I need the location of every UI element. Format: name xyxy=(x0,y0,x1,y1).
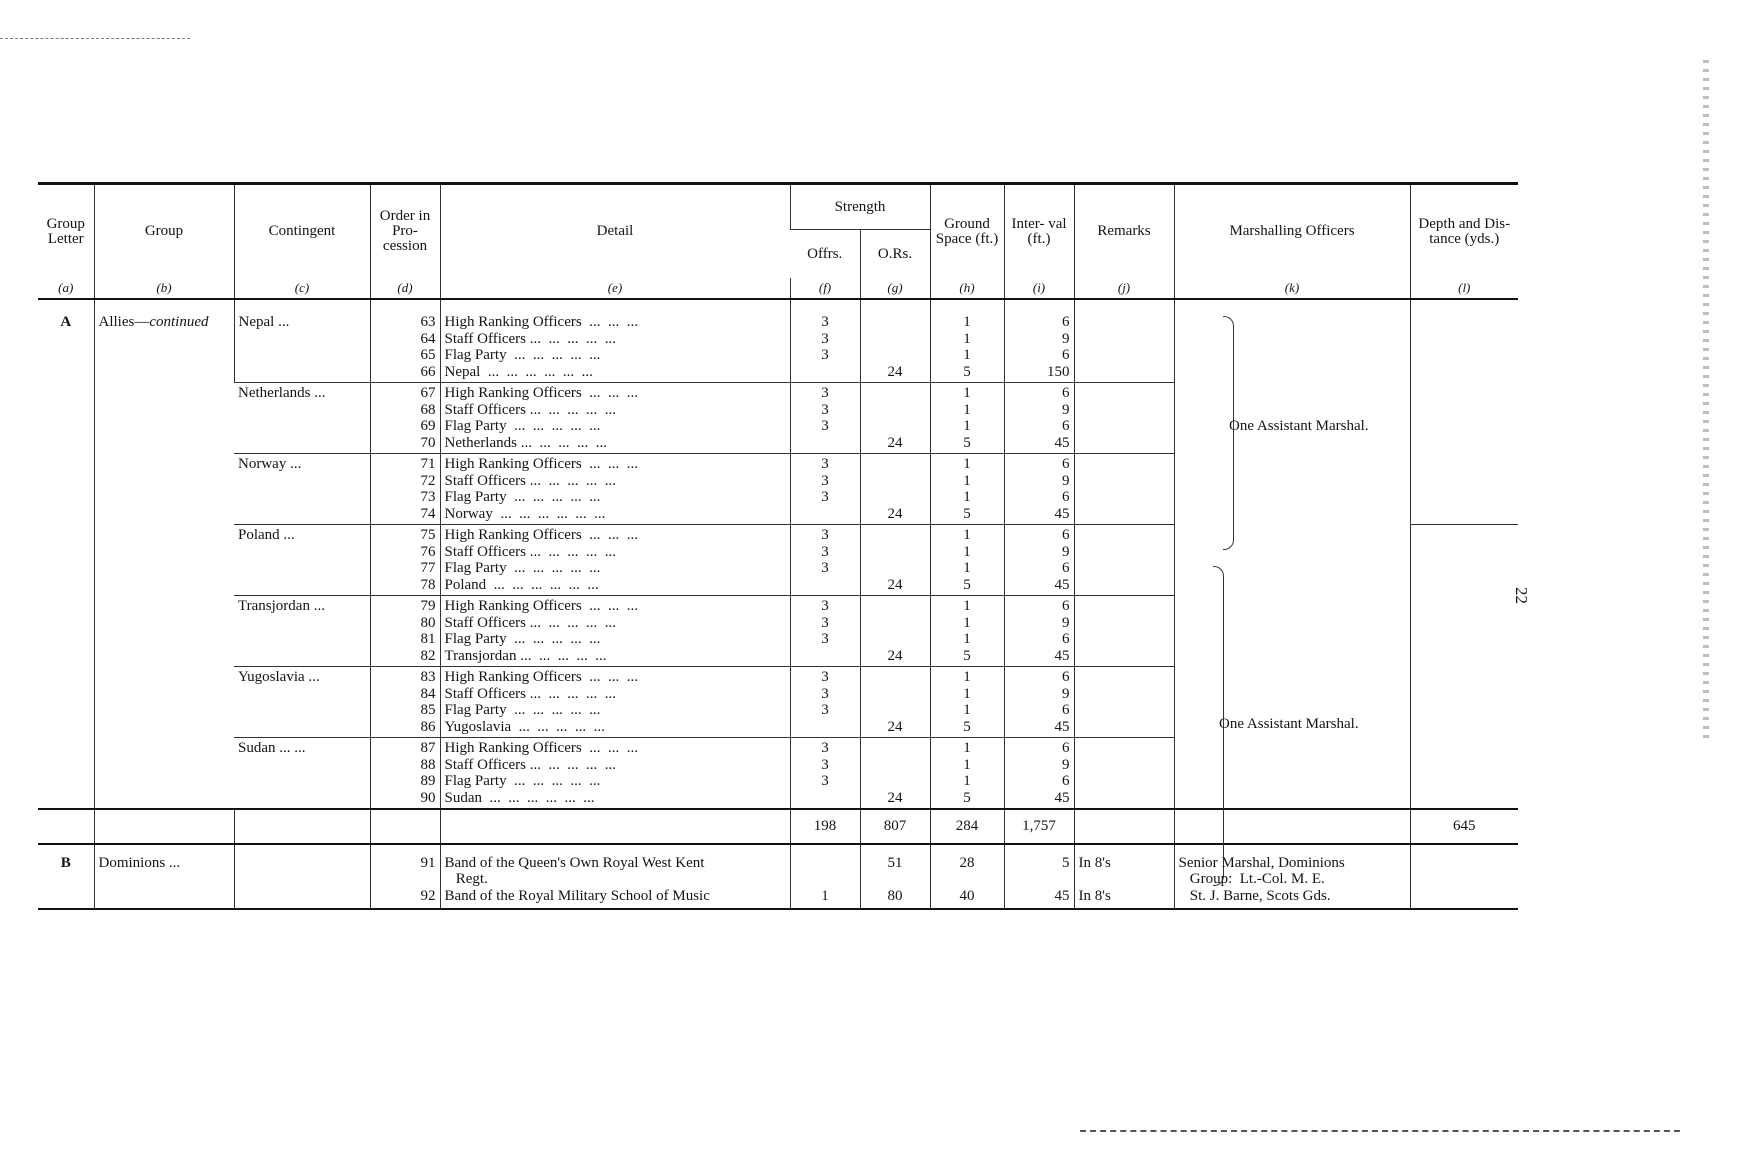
col-letter: (k) xyxy=(1174,278,1410,299)
total-interval: 1,757 xyxy=(1004,809,1074,844)
remarks-cell xyxy=(1074,383,1174,454)
header-order: Order in Pro- cession xyxy=(370,184,440,279)
ground-values: 1 1 1 5 xyxy=(930,525,1004,596)
marshalling-cell xyxy=(1174,738,1410,810)
header-group-letter: Group Letter xyxy=(38,184,94,279)
group-letter: B xyxy=(38,844,94,910)
col-letter: (e) xyxy=(440,278,790,299)
ground-values: 1 1 1 5 xyxy=(930,738,1004,810)
depth-cell xyxy=(1410,738,1518,810)
contingent-name: Yugoslavia ... xyxy=(234,667,370,738)
col-letter: (h) xyxy=(930,278,1004,299)
depth-cell xyxy=(1410,299,1518,383)
order-numbers: 83 84 85 86 xyxy=(370,667,440,738)
offrs-values: 3 3 3 xyxy=(790,525,860,596)
col-letter: (b) xyxy=(94,278,234,299)
ors-values: 24 xyxy=(860,525,930,596)
order-numbers: 71 72 73 74 xyxy=(370,454,440,525)
order-numbers: 79 80 81 82 xyxy=(370,596,440,667)
column-letter-row xyxy=(38,278,1518,299)
contingent-name: Norway ... xyxy=(234,454,370,525)
contingent-row xyxy=(38,738,1518,810)
marshalling-officer-text: Senior Marshal, Dominions Group: Lt.-Col. M. E. St. J. Barne, Scots Gds. xyxy=(1174,844,1410,910)
ground-values: 1 1 1 5 xyxy=(930,299,1004,383)
remarks-cell xyxy=(1074,454,1174,525)
ground-values: 28 40 xyxy=(930,844,1004,910)
marshal-label: One Assistant Marshal. xyxy=(1219,716,1359,732)
detail-text: High Ranking Officers ... ... ... Staff Officers ... ... ... ... ... Flag Party ... ... ... ... ... Sudan ... ... ... ... ... ... xyxy=(440,738,790,810)
procession-table xyxy=(38,182,1518,910)
header-ors: O.Rs. xyxy=(860,230,930,279)
ors-values: 51 80 xyxy=(860,844,930,910)
ground-values: 1 1 1 5 xyxy=(930,454,1004,525)
depth-cell xyxy=(1410,596,1518,667)
header-group: Group xyxy=(94,184,234,279)
total-ground-space: 284 xyxy=(930,809,1004,844)
offrs-values: 3 3 3 xyxy=(790,299,860,383)
col-letter: (i) xyxy=(1004,278,1074,299)
contingent-name: Nepal ... xyxy=(234,299,370,383)
detail-text: High Ranking Officers ... ... ... Staff Officers ... ... ... ... ... Flag Party ... ... ... ... ... Transjordan ... ... ... ... ... xyxy=(440,596,790,667)
header-offrs: Offrs. xyxy=(807,245,843,262)
contingent-name: Poland ... xyxy=(234,525,370,596)
group-name xyxy=(94,299,234,809)
contingent-row xyxy=(38,454,1518,525)
order-numbers: 75 76 77 78 xyxy=(370,525,440,596)
group-name: Dominions ... xyxy=(94,844,234,910)
contingent-row xyxy=(38,596,1518,667)
ors-values: 24 xyxy=(860,667,930,738)
marshalling-cell xyxy=(1174,454,1410,525)
interval-values: 6 9 6 45 xyxy=(1004,738,1074,810)
header-depth: Depth and Dis- tance (yds.) xyxy=(1410,184,1518,279)
remarks-values: In 8's In 8's xyxy=(1074,844,1174,910)
interval-values: 6 9 6 45 xyxy=(1004,454,1074,525)
total-depth: 645 xyxy=(1410,809,1518,844)
detail-text: High Ranking Officers ... ... ... Staff Officers ... ... ... ... ... Flag Party ... ... ... ... ... Norway ... ... ... ... ... ... xyxy=(440,454,790,525)
detail-text: High Ranking Officers ... ... ... Staff Officers ... ... ... ... ... Flag Party ... ... ... ... ... Poland ... ... ... ... ... ... xyxy=(440,525,790,596)
detail-text: High Ranking Officers ... ... ... Staff Officers ... ... ... ... ... Flag Party ... ... ... ... ... Nepal ... ... ... ... ... ... xyxy=(440,299,790,383)
offrs-values: 3 3 3 xyxy=(790,738,860,810)
interval-values: 6 9 6 45 xyxy=(1004,667,1074,738)
col-letter: (l) xyxy=(1410,278,1518,299)
ors-values: 24 xyxy=(860,738,930,810)
scan-artifact-bottom xyxy=(1080,1130,1680,1132)
contingent-name: Sudan ... ... xyxy=(234,738,370,810)
remarks-cell xyxy=(1074,667,1174,738)
ors-values: 24 xyxy=(860,596,930,667)
depth-cell xyxy=(1410,454,1518,525)
interval-values: 6 9 6 45 xyxy=(1004,383,1074,454)
group-b-row xyxy=(38,844,1518,910)
col-letter: (c) xyxy=(234,278,370,299)
ors-values: 24 xyxy=(860,299,930,383)
remarks-cell xyxy=(1074,299,1174,383)
ground-values: 1 1 1 5 xyxy=(930,383,1004,454)
order-numbers: 63 64 65 66 xyxy=(370,299,440,383)
header-strength: Strength xyxy=(790,184,930,230)
ors-values: 24 xyxy=(860,454,930,525)
depth-cell xyxy=(1410,525,1518,596)
remarks-cell xyxy=(1074,596,1174,667)
detail-text: Band of the Queen's Own Royal West Kent Regt. Band of the Royal Military School of Music xyxy=(440,844,790,910)
header-remarks: Remarks xyxy=(1074,184,1174,279)
group-name-main: Allies— xyxy=(98,314,150,330)
contingent-row xyxy=(38,299,1518,383)
page-number: 22 xyxy=(1512,587,1531,604)
header-ground-space: Ground Space (ft.) xyxy=(930,184,1004,279)
offrs-values: 3 3 3 xyxy=(790,667,860,738)
header-marshalling-officers: Marshalling Officers xyxy=(1174,184,1410,279)
detail-text: High Ranking Officers ... ... ... Staff Officers ... ... ... ... ... Flag Party ... ... ... ... ... Netherlands ... ... ... ... ... xyxy=(440,383,790,454)
interval-values: 6 9 6 45 xyxy=(1004,596,1074,667)
offrs-values: 3 3 3 xyxy=(790,596,860,667)
order-numbers: 87 88 89 90 xyxy=(370,738,440,810)
offrs-values: 3 3 3 xyxy=(790,383,860,454)
group-letter: A xyxy=(60,314,72,330)
ors-values: 24 xyxy=(860,383,930,454)
totals-row xyxy=(38,809,1518,844)
offrs-values: 1 xyxy=(790,844,860,910)
order-numbers: 91 92 xyxy=(370,844,440,910)
ground-values: 1 1 1 5 xyxy=(930,667,1004,738)
header-interval: Inter- val (ft.) xyxy=(1004,184,1074,279)
marshal-label: One Assistant Marshal. xyxy=(1229,418,1369,434)
remarks-cell xyxy=(1074,525,1174,596)
detail-text: High Ranking Officers ... ... ... Staff Officers ... ... ... ... ... Flag Party ... ... ... ... ... Yugoslavia ... ... ... ... ... xyxy=(440,667,790,738)
marshalling-cell xyxy=(1174,596,1410,667)
remarks-cell xyxy=(1074,738,1174,810)
ground-values: 1 1 1 5 xyxy=(930,596,1004,667)
header-detail: Detail xyxy=(440,184,790,279)
total-offrs: 198 xyxy=(790,809,860,844)
interval-values: 6 9 6 150 xyxy=(1004,299,1074,383)
marshalling-cell xyxy=(1174,525,1410,596)
col-letter: (g) xyxy=(860,278,930,299)
contingent-name: Netherlands ... xyxy=(234,383,370,454)
scan-artifact-top xyxy=(0,38,190,39)
col-letter: (a) xyxy=(38,278,94,299)
order-numbers: 67 68 69 70 xyxy=(370,383,440,454)
interval-values: 6 9 6 45 xyxy=(1004,525,1074,596)
header-contingent: Contingent xyxy=(234,184,370,279)
depth-cell xyxy=(1410,667,1518,738)
marshalling-cell xyxy=(1174,299,1410,383)
offrs-values: 3 3 3 xyxy=(790,454,860,525)
col-letter: (f) xyxy=(790,278,860,299)
col-letter: (d) xyxy=(370,278,440,299)
scan-artifact-edge xyxy=(1703,60,1709,740)
interval-values: 5 45 xyxy=(1004,844,1074,910)
contingent-row xyxy=(38,525,1518,596)
total-ors: 807 xyxy=(860,809,930,844)
depth-cell xyxy=(1410,383,1518,454)
group-name-italic: continued xyxy=(149,314,209,330)
contingent-name: Transjordan ... xyxy=(234,596,370,667)
header-row xyxy=(38,184,1518,230)
col-letter: (j) xyxy=(1074,278,1174,299)
